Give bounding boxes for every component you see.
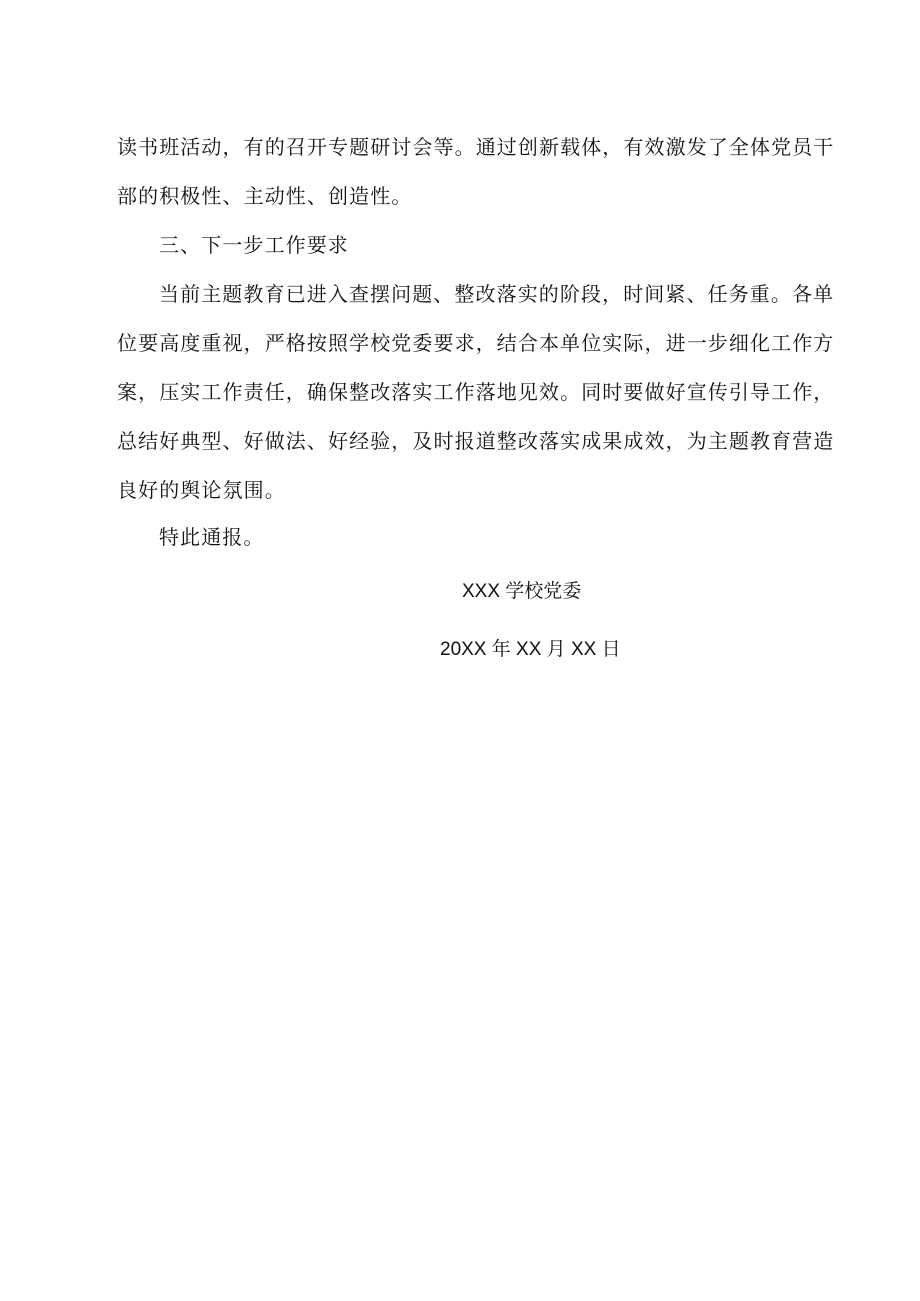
section-heading: 三、下一步工作要求 — [159, 233, 349, 257]
paragraph-continued-line-1: 读书班活动，有的召开专题研讨会等。通过创新载体，有效激发了全体党员干 — [117, 135, 835, 159]
paragraph-requirements-line-4: 总结好典型、好做法、好经验，及时报道整改落实成果成效，为主题教育营造 — [117, 429, 835, 453]
signature-date: 20XX 年 XX 月 XX 日 — [440, 639, 621, 660]
paragraph-requirements-line-5: 良好的舆论氛围。 — [117, 478, 286, 502]
signature-organization: XXX 学校党委 — [462, 581, 582, 602]
paragraph-continued-line-2: 部的积极性、主动性、创造性。 — [117, 184, 413, 208]
closing-statement: 特此通报。 — [159, 525, 265, 549]
paragraph-requirements-line-3: 案，压实工作责任，确保整改落实工作落地见效。同时要做好宣传引导工作， — [117, 380, 835, 404]
paragraph-requirements-line-1: 当前主题教育已进入查摆问题、整改落实的阶段，时间紧、任务重。各单 — [159, 282, 835, 306]
paragraph-requirements-line-2: 位要高度重视，严格按照学校党委要求，结合本单位实际，进一步细化工作方 — [117, 331, 835, 355]
